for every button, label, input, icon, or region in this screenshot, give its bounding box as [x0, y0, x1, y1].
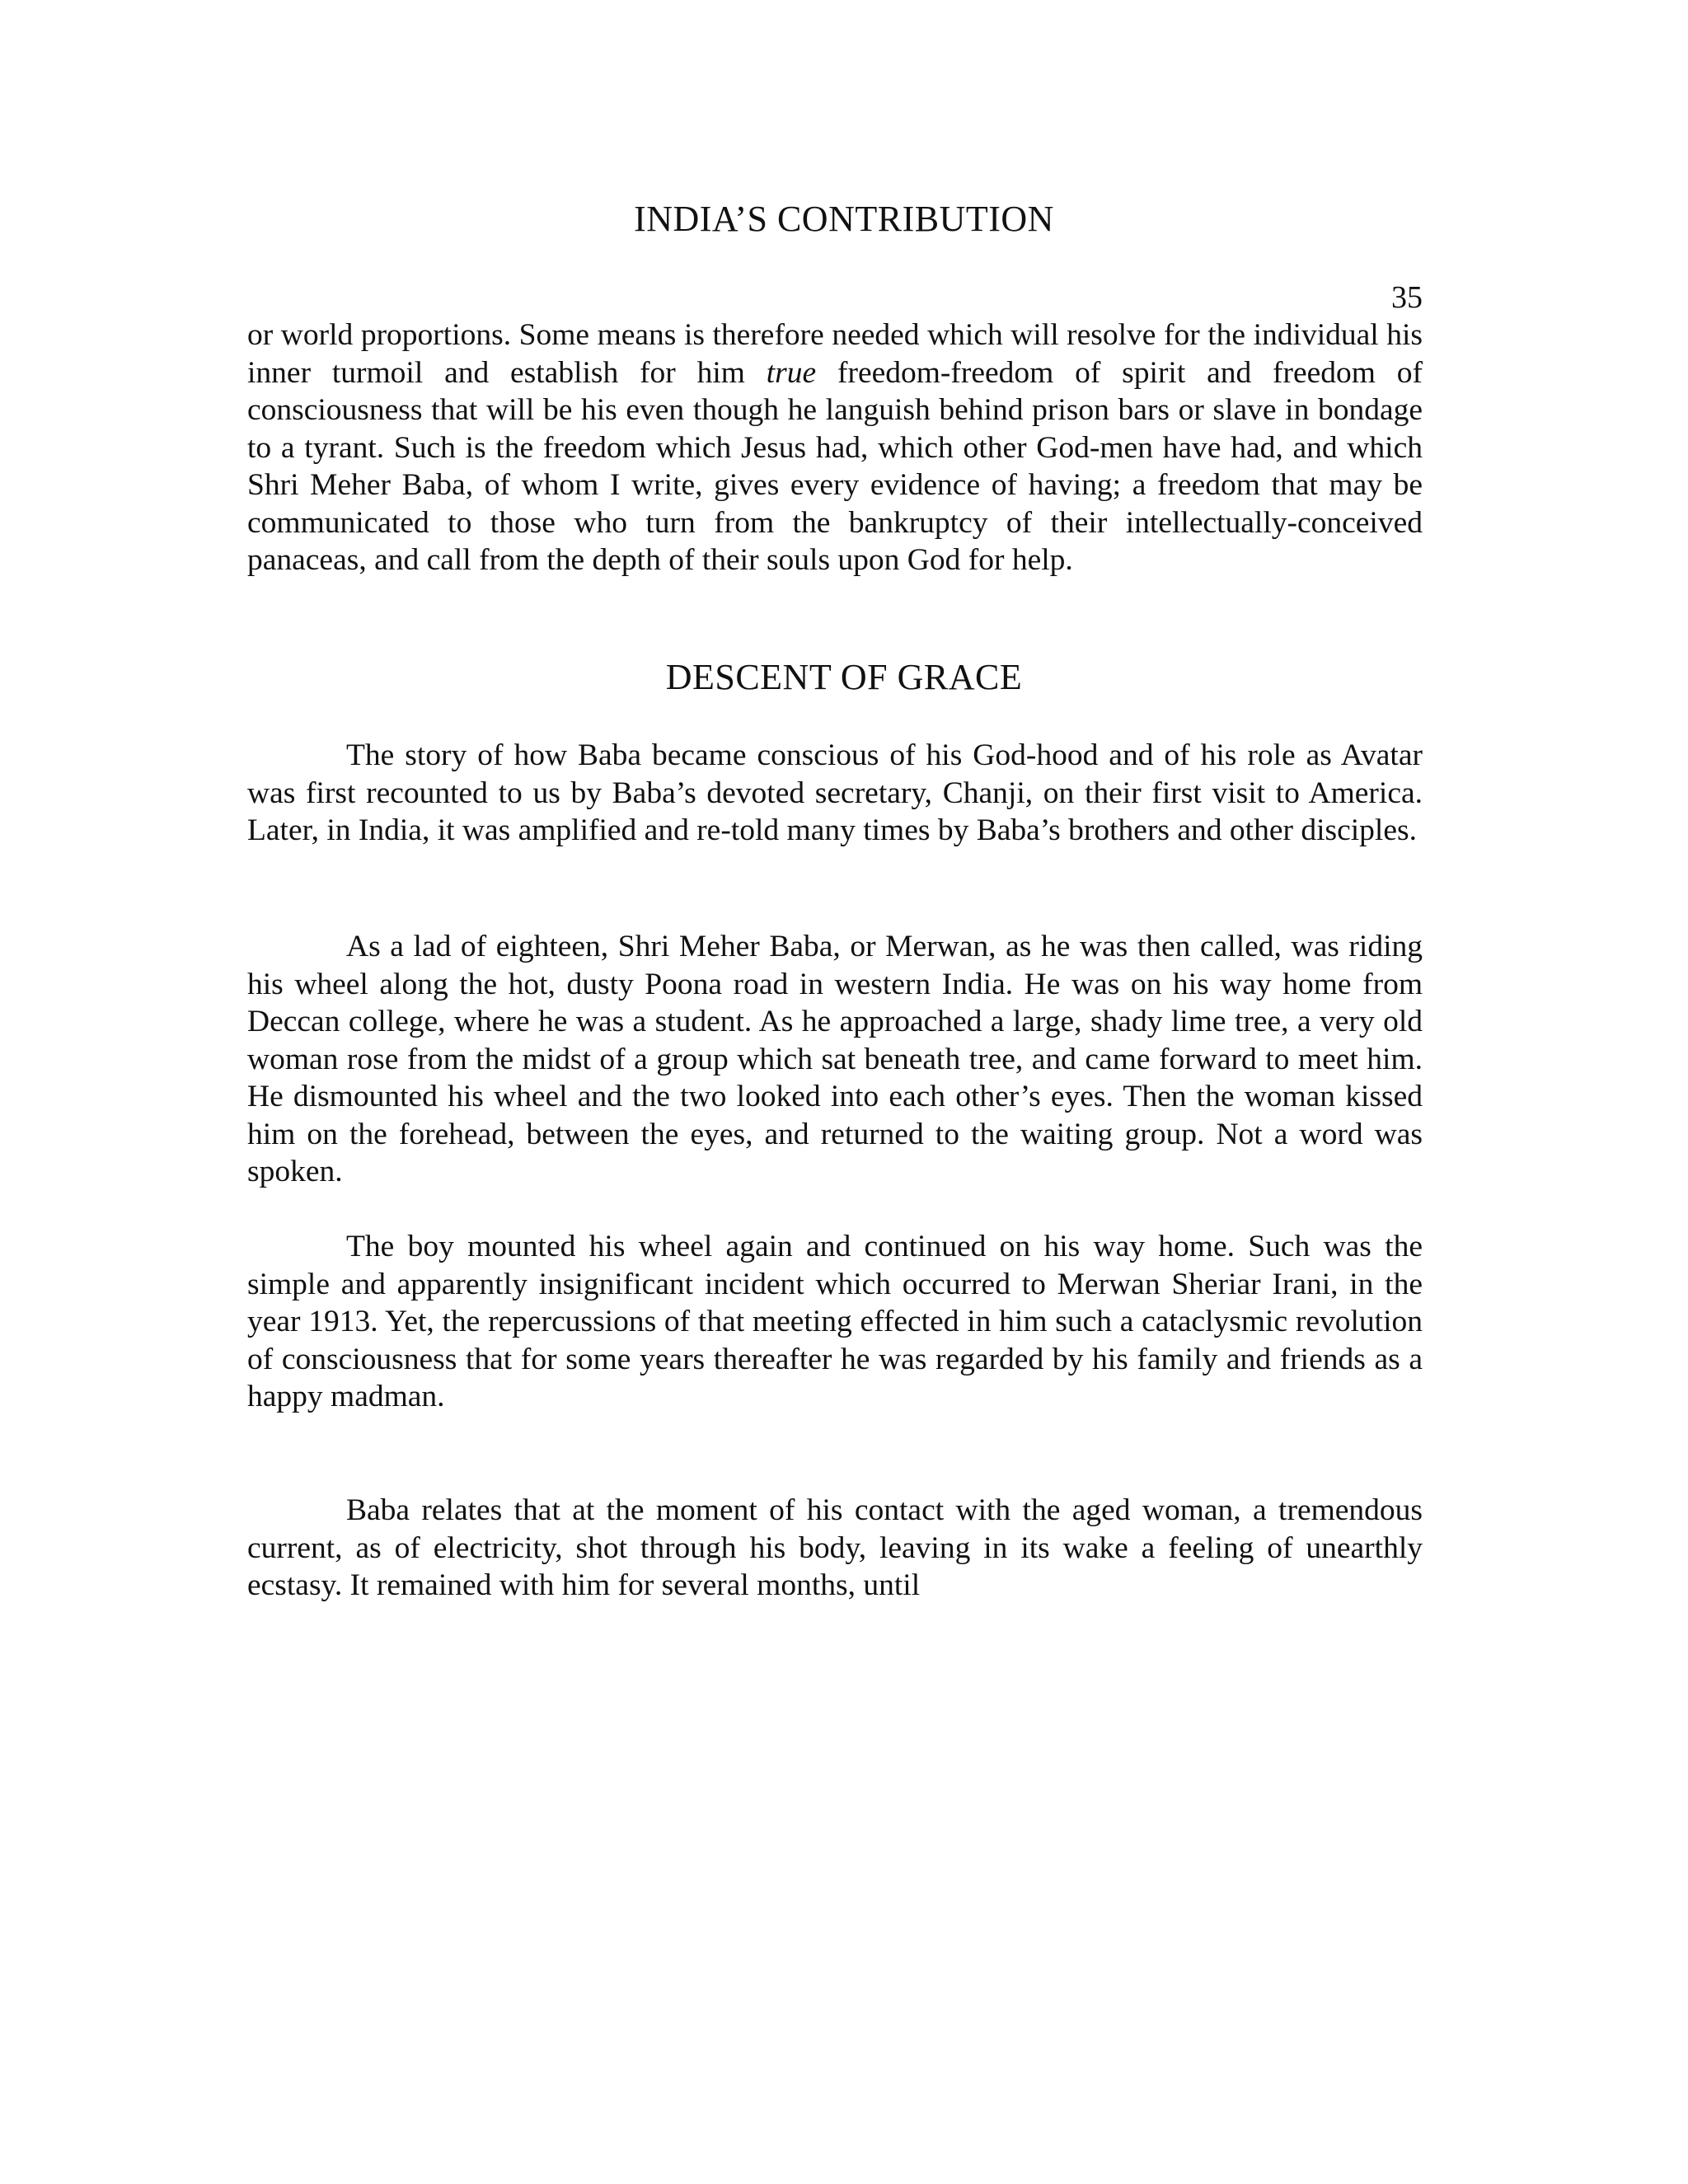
continuation-text-end: freedom-freedom of spirit and freedom of consciousness that will be his even though he languish behind prison bars or slave in bondage to a tyrant. Such is the freedom which Jesus had, which other God-men have had, and which Shri Meher Baba, of whom I write, gives every evidence of having; a freedom that may be communicated to those who turn from the bankruptcy of their intellectually-conceived panaceas, and call from the depth of their souls upon God for help. — [247, 355, 1423, 577]
paragraph-4: Baba relates that at the moment of his contact with the aged woman, a tremendous current, as of electricity, shot through his body, leaving in its wake a feeling of unearthly ecstasy. It remained with him for several months, until — [247, 1493, 1423, 1602]
section-heading: DESCENT OF GRACE — [665, 657, 1023, 697]
page-number: 35 — [1391, 280, 1423, 315]
paragraph-1: The story of how Baba became conscious of his God-hood and of his role as Avatar was first recounted to us by Baba’s devoted secretary, Chanji, on their first visit to America. Later, in India, it was amplified and re-told many times by Baba’s brothers and other disciples. — [247, 738, 1423, 847]
emphasized-word: true — [766, 355, 817, 390]
continuation-text-start: or world proportions. Some means is therefore needed which will resolve for the individual his inner turmoil and establish for him — [247, 318, 1423, 390]
paragraph-2: As a lad of eighteen, Shri Meher Baba, or Merwan, as he was then called, was riding his wheel along the hot, dusty Poona road in western India. He was on his way home from Deccan college, where he was a student. As he approached a large, shady lime tree, a very old woman rose from the midst of a group which sat beneath tree, and came forward to meet him. He dismounted his wheel and the two looked into each other’s eyes. Then the woman kissed him on the forehead, between the eyes, and returned to the waiting group. Not a word was spoken. — [247, 930, 1423, 1188]
continuation-paragraph — [247, 316, 1423, 579]
paragraph-3: The boy mounted his wheel again and continued on his way home. Such was the simple and apparently insignificant incident which occurred to Merwan Sheriar Irani, in the year 1913. Yet, the repercussions of that meeting effected in him such a cataclysmic revolution of consciousness that for some years thereafter he was regarded by his family and friends as a happy madman. — [247, 1230, 1423, 1413]
running-title: INDIA’S CONTRIBUTION — [634, 199, 1054, 239]
